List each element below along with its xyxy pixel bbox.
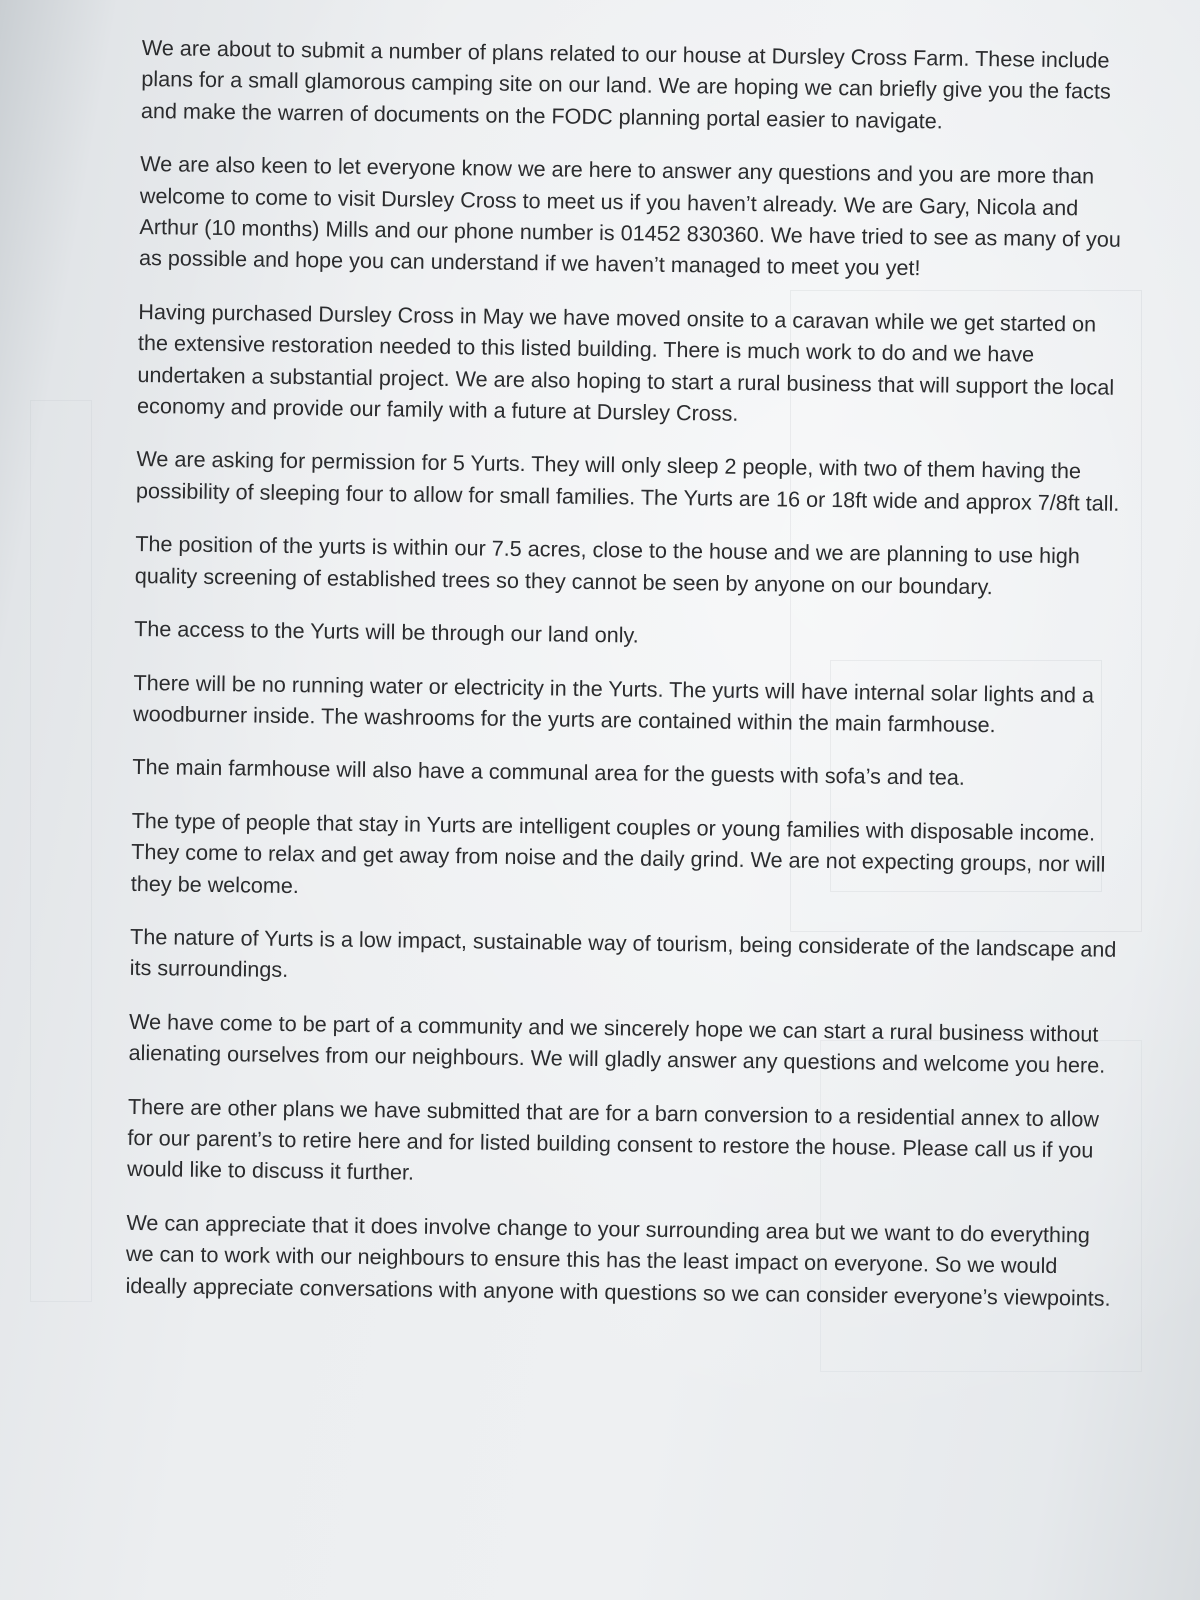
letter-body <box>125 32 1132 1336</box>
paragraph-yurt-permission: We are asking for permission for 5 Yurts. They will only sleep 2 people, with two of them having the possibility of sleeping four to allow for small families. The Yurts are 16 or 18ft wide and approx 7/8ft tall. <box>135 446 1120 516</box>
paragraph-purchase: Having purchased Dursley Cross in May we have moved onsite to a caravan while we get started on the extensive restoration needed to this listed building. There is much work to do and we have undertaken a substantial project. We are also hoping to start a rural business that will support the local economy and provide our family with a future at Dursley Cross. <box>136 298 1115 426</box>
paragraph-sustainability: The nature of Yurts is a low impact, sustainable way of tourism, being considerate of the landscape and its surroundings. <box>129 923 1117 983</box>
paragraph-community: We have come to be part of a community and we sincerely hope we can start a rural business without alienating ourselves from our neighbours. We will gladly answer any questions and welcome you here. <box>128 1008 1106 1078</box>
paragraph-facilities: There will be no running water or electricity in the Yurts. The yurts will have internal solar lights and a woodburner inside. The washrooms for the yurts are contained within the main farmhouse. <box>132 669 1095 738</box>
paragraph-yurt-position: The position of the yurts is within our 7.5 acres, close to the house and we are planning to use high quality screening of established trees so they cannot be seen by anyone on our boundary. <box>134 531 1081 599</box>
paragraph-communal-area: The main farmhouse will also have a communal area for the guests with sofa’s and tea. <box>132 754 966 791</box>
paragraph-contact: We are also keen to let everyone know we are here to answer any questions and you are more than welcome to come to visit Dursley Cross to meet us if you haven’t already. We are Gary, Nicola and Arthur (10 months) Mills and our phone number is 01452 830360. We have tried to see as many of you as possible and hope you can understand if we haven’t managed to meet you yet! <box>138 151 1122 281</box>
paragraph-access: The access to the Yurts will be through our land only. <box>134 616 639 648</box>
paragraph-closing: We can appreciate that it does involve change to your surrounding area but we want to do everything we can to work with our neighbours to ensure this has the least impact on everyone. So we would ideally appreciate conversations with anyone with questions so we can consider everyone’s viewpoints. <box>125 1209 1111 1311</box>
paragraph-other-plans: There are other plans we have submitted that are for a barn conversion to a residential annex to allow for our parent’s to retire here and for listed building consent to restore the house. Please call us if you would like to discuss it further. <box>126 1093 1100 1186</box>
reverse-side-show-through <box>30 400 92 1302</box>
paragraph-guests: The type of people that stay in Yurts are intelligent couples or young families with disposable income. They come to relax and get away from noise and the daily grind. We are not expecting groups, nor will they be welcome. <box>130 807 1106 898</box>
paragraph-plans-intro: We are about to submit a number of plans related to our house at Dursley Cross Farm. These include plans for a small glamorous camping site on our land. We are hoping we can briefly give you the facts and make the warren of documents on the FODC planning portal easier to navigate. <box>140 34 1111 134</box>
